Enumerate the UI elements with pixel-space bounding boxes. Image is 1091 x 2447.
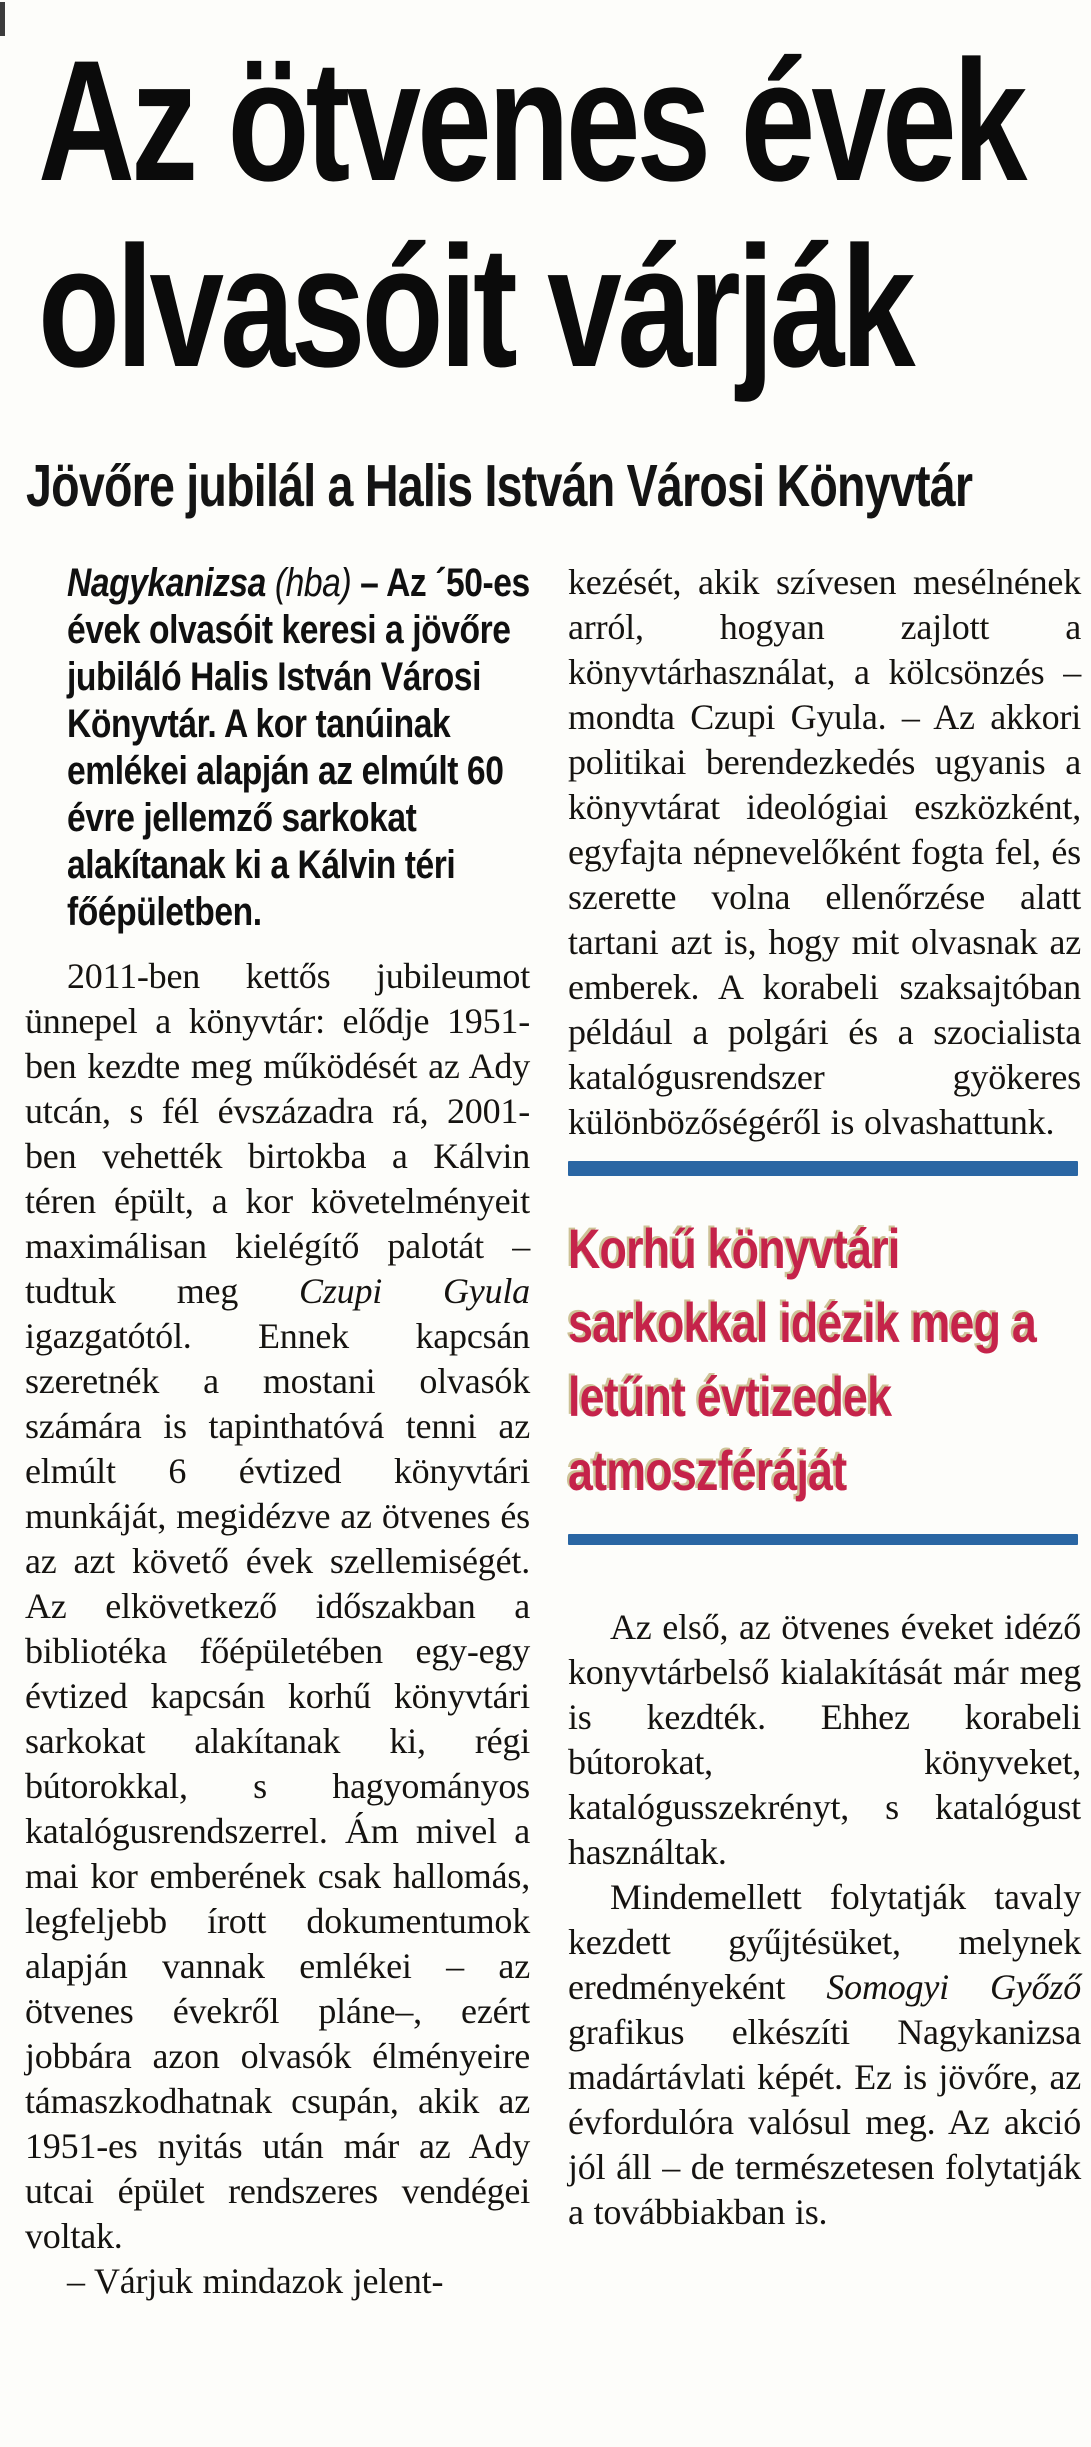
dateline-location: Nagykanizsa — [67, 561, 266, 605]
lead-text: – Az ´50-es évek olvasóit keresi a jövőre jubiláló Halis István Városi Könyvtár. A kor tanúinak emlékei alapján az elmúlt 60 évre jellemző sarkokat alakítanak ki a Kálvin téri főépületben. — [67, 561, 530, 934]
paragraph-3: kezését, akik szívesen mesélnének arról, hogyan zajlott a könyvtárhasználat, a kölcsönzés – mondta Czupi Gyula. – Az akkori politikai berendezkedés ugyanis a könyvtárat ideológiai eszközként, egyfajta népnevelőként fogta fel, és szerette volna ellenőrzése alatt tartani azt is, hogy mit olvasnak az emberek. A korabeli szaksajtóban például a polgári és a szocialista katalógusrendszer gyökeres különbözőségéről is olvashattunk. — [568, 562, 1081, 1142]
paragraph-1-name: Czupi Gyula — [299, 1271, 530, 1311]
paragraph-5 — [568, 1875, 1081, 2235]
subheadline: Jövőre jubilál a Halis István Városi Könyvtár — [26, 453, 973, 519]
lead-paragraph — [67, 560, 537, 936]
headline-line-1: Az ötvenes évek — [38, 25, 1024, 217]
headline — [38, 25, 1091, 403]
paragraph-2: – Várjuk mindazok jelent- — [67, 2261, 444, 2301]
scan-artifact — [0, 2, 5, 36]
paragraph-1-text: 2011-ben kettős jubileumot ünnepel a könyvtár: elődje 1951-ben kezdte meg működését az Ady utcán, s fél évszázadra rá, 2001-ben vehették birtokba a Kálvin téren épült, a kor követelményeit maximálisan kielégítő palotát – tudtuk meg — [25, 956, 530, 1311]
divider-bar-bottom — [568, 1534, 1078, 1545]
divider-bar-top — [568, 1161, 1078, 1176]
paragraph-1-text-cont: igazgatótól. Ennek kapcsán szeretnék a mostani olvasók számára is tapinthatóvá tenni az elmúlt 6 évtized könyvtári munkáját, megidézve az ötvenes és az azt követő évek szellemiségét. Az elkövetkező időszakban a bibliotéka főépületében egy-egy évtized kapcsán korhű könyvtári sarkokat alakítanak ki, régi bútorokkal, s hagyományos katalógusrendszerrel. Ám mivel a mai kor emberének csak hallomás, legfeljebb írott dokumentumok alapján vannak emlékei – az ötvenes évekről pláne–, ezért jobbára azon olvasók élményeire támaszkodhatnak csupán, akik az 1951-es nyitás után már az Ady utcai épület rendszeres vendégei voltak. — [25, 1316, 530, 2256]
headline-line-2: olvasóit várják — [38, 211, 912, 403]
author-initials: (hba) — [274, 561, 352, 605]
paragraph-4: Az első, az ötvenes éveket idéző konyvtárbelső kialakítását már meg is kezdték. Ehhez korabeli bútorokat, könyveket, katalógusszekrényt, s katalógust használtak. — [568, 1607, 1081, 1872]
column-right — [568, 560, 1081, 2304]
paragraph-5-text-cont: grafikus elkészíti Nagykanizsa madártávlati képét. Ez is jövőre, az évfordulóra valósul meg. Az akció jól áll – de természetesen folytatják a továbbiakban is. — [568, 2012, 1081, 2232]
paragraph-5-text: Mindemellett folytatják tavaly kezdett gyűjtésüket, melynek eredményeként — [568, 1877, 1081, 2007]
pull-quote: Korhű könyvtári sarkokkal idézik meg a letűnt évtizedek atmoszféráját — [568, 1217, 1037, 1502]
column-left — [25, 560, 530, 2304]
paragraph-5-name: Somogyi Győző — [826, 1967, 1081, 2007]
paragraph-1 — [25, 954, 530, 2259]
article-columns — [25, 560, 1091, 2304]
